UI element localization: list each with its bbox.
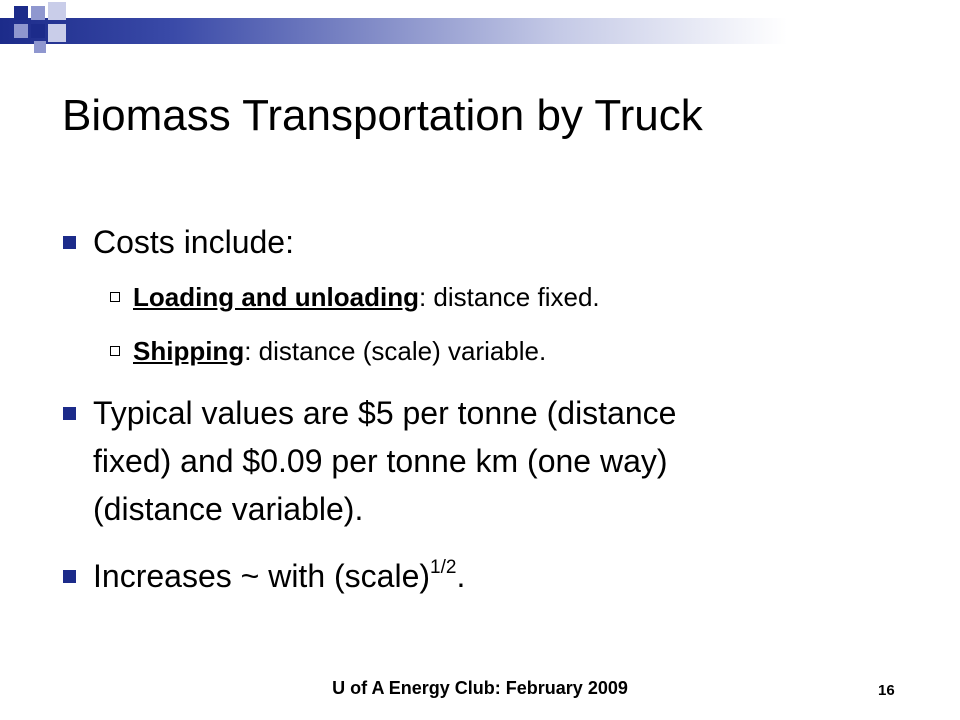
bullet-square-icon	[63, 236, 76, 249]
bullet-text-line: Typical values are $5 per tonne (distance	[93, 395, 677, 431]
sub-bullet-term: Shipping	[133, 336, 245, 366]
header-gradient-bar	[0, 18, 960, 44]
bullet-text-line: (distance variable).	[93, 491, 364, 527]
hollow-square-icon	[110, 346, 120, 356]
decor-square	[31, 6, 45, 20]
decor-square	[14, 6, 28, 20]
exponent: 1/2	[430, 557, 457, 578]
decor-square	[34, 41, 46, 53]
bullet-text-tail: .	[456, 558, 466, 594]
decor-square	[14, 24, 28, 38]
bullet-square-icon	[63, 407, 76, 420]
bullet-text: Costs include:	[93, 224, 294, 260]
sub-bullet-term: Loading and unloading	[133, 282, 419, 312]
page-number: 16	[878, 682, 895, 699]
sub-bullet-text: : distance fixed.	[418, 282, 600, 312]
decor-square	[48, 2, 66, 20]
decor-square	[48, 24, 66, 42]
bullet-text-line: fixed) and $0.09 per tonne km (one way)	[93, 443, 668, 479]
slide-footer: U of A Energy Club: February 2009	[332, 678, 628, 698]
slide-title: Biomass Transportation by Truck	[62, 91, 703, 140]
decor-square	[31, 24, 45, 38]
sub-bullet-text: : distance (scale) variable.	[244, 336, 547, 366]
hollow-square-icon	[110, 292, 120, 302]
bullet-text: Increases ~ with (scale)	[93, 558, 431, 594]
bullet-square-icon	[63, 570, 76, 583]
